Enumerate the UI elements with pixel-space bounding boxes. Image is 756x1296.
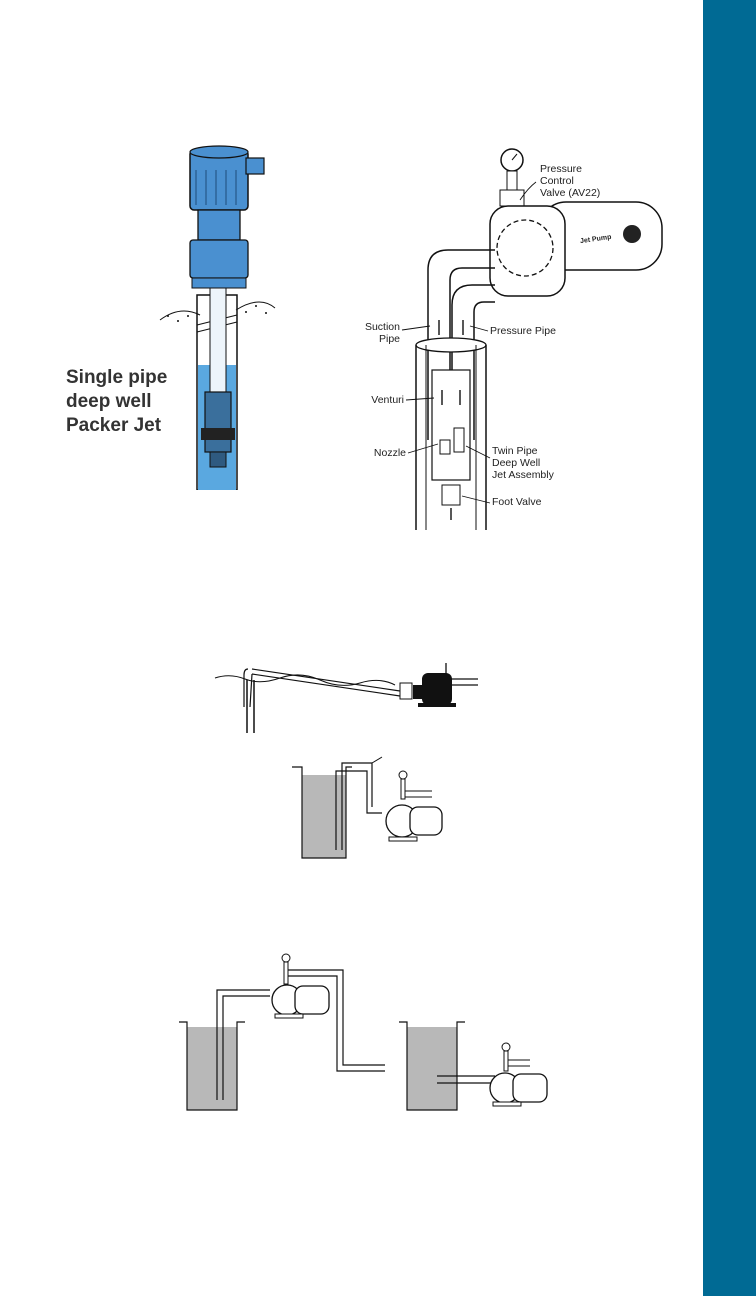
jet-assembly [432, 370, 470, 480]
twin-pipe-assembly-callout [492, 445, 554, 481]
foot-valve [442, 485, 460, 505]
jet-pump-plate: Jet Pump [579, 233, 612, 246]
suction-pipe-line-2: Pipe [378, 333, 400, 345]
packer-jet-body [205, 392, 231, 452]
two-tank-illustration [175, 950, 565, 1120]
packer-jet-label-line-2: deep well [66, 391, 152, 412]
left-pump-motor [295, 986, 329, 1014]
offset-pump-illustration [210, 655, 480, 735]
two-tank-figure [175, 950, 565, 1120]
pressure-control-valve-callout [540, 163, 600, 199]
tank-pump-illustration [292, 755, 452, 865]
packer-jet-label [66, 366, 167, 438]
right-pump-motor [513, 1074, 547, 1102]
venturi-callout: Venturi [371, 394, 404, 406]
side-color-band [703, 0, 756, 1296]
suction-pipe-callout [360, 321, 400, 345]
foot-valve-callout: Foot Valve [492, 496, 542, 508]
twin-pipe-assembly-line-1: Twin Pipe [492, 445, 538, 457]
packer-jet-label-line-3: Packer Jet [66, 415, 162, 436]
motor [190, 150, 248, 210]
twin-pipe-assembly-line-2: Deep Well [492, 457, 541, 469]
pressure-control-valve-line-3: Valve (AV22) [540, 187, 601, 199]
pressure-control-valve-line-2: Control [540, 175, 574, 187]
packer-jet-label-line-1: Single pipe [66, 367, 168, 388]
pressure-control-valve-line-1: Pressure [540, 163, 583, 175]
tank-pump-figure [292, 755, 452, 865]
pressure-pipe-callout: Pressure Pipe [490, 325, 556, 337]
suction-pipe-line-1: Suction [364, 321, 400, 333]
twin-pipe-assembly-line-3: Jet Assembly [492, 469, 554, 481]
offset-pump-figure [210, 655, 480, 735]
tank-pump-motor [410, 807, 442, 835]
offset-pump-motor [422, 673, 452, 705]
packer-jet-figure [60, 130, 310, 490]
left-tank-water [187, 1027, 237, 1110]
nozzle-callout: Nozzle [373, 447, 406, 459]
tank-water [302, 775, 346, 858]
twin-pipe-jet-figure [360, 140, 680, 530]
right-tank-water [407, 1027, 457, 1110]
